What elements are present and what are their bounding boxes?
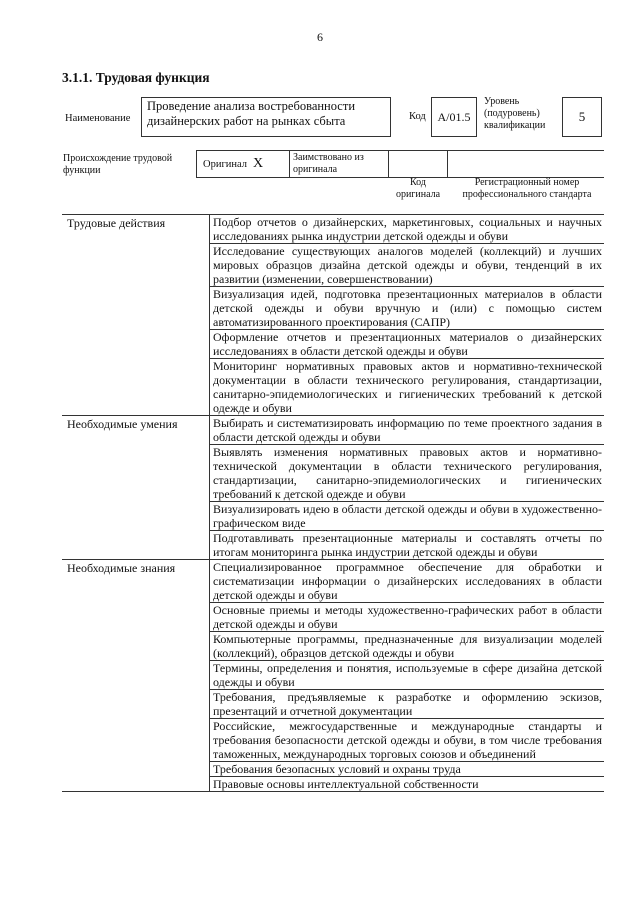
original-code-cell — [388, 150, 448, 178]
original-label: Оригинал — [203, 158, 247, 170]
table-row: Компьютерные программы, предназначенные для визуализации моделей (коллекций), образцов детской одежды и обуви — [210, 632, 604, 661]
section-skills — [62, 416, 604, 560]
original-cell — [196, 150, 290, 178]
level-label: Уровень (подуровень) квалификации — [484, 96, 546, 131]
borrowed-label: Заимствовано из оригинала — [290, 150, 388, 178]
code-original-caption: Код оригинала — [395, 177, 441, 200]
table-row: Мониторинг нормативных правовых актов и нормативно-технической документации в области технического регулирования, стандартизации, санитарно-эпидемиологических и гигиенических требований к детской одежде и обуви — [213, 359, 602, 415]
table-row: Подбор отчетов о дизайнерских, маркетинговых, социальных и научных исследованиях рынка индустрии детской одежды и обуви — [210, 215, 604, 244]
table-row: Выявлять изменения нормативных правовых актов и нормативно-технической документации в области технического регулирования, стандартизации, санитарно-эпидемиологических и гигиенических требований к детской одежде и обуви — [210, 445, 604, 502]
function-code: A/01.5 — [431, 97, 477, 137]
qualification-level: 5 — [562, 97, 602, 137]
page-number: 6 — [317, 30, 323, 44]
table-row: Оформление отчетов и презентационных материалов о дизайнерских исследованиях в области детской одежды и обуви — [210, 330, 604, 359]
section-knowledge — [62, 560, 604, 792]
table-row: Выбирать и систематизировать информацию по теме проектного задания в области детской одежды и обуви — [210, 416, 604, 445]
table-row: Требования безопасных условий и охраны труда — [210, 762, 604, 777]
table-row: Подготавливать презентационные материалы и составлять отчеты по итогам мониторинга рынка индустрии детской одежды и обуви — [213, 531, 602, 559]
requirements-table — [62, 214, 604, 792]
table-row: Российские, межгосударственные и международные стандарты и требования безопасности детской одежды и обуви, в том числе требования таможенных, международных торговых союзов и объединений — [210, 719, 604, 762]
name-label: Наименование — [65, 113, 131, 124]
origin-label: Происхождение трудовой функции — [63, 153, 173, 176]
table-row: Термины, определения и понятия, используемые в сфере дизайна детской одежды и обуви — [210, 661, 604, 690]
reg-number-cell — [448, 150, 604, 178]
reg-number-caption: Регистрационный номер профессионального стандарта — [462, 177, 592, 200]
table-row: Требования, предъявляемые к разработке и оформлению эскизов, презентаций и отчетной документации — [210, 690, 604, 719]
section-label: Трудовые действия — [67, 216, 166, 230]
section-label: Необходимые умения — [67, 417, 178, 431]
table-row: Визуализировать идею в области детской одежды и обуви в художественно-графическом виде — [210, 502, 604, 531]
table-row: Правовые основы интеллектуальной собственности — [213, 777, 479, 791]
original-mark: X — [253, 156, 264, 171]
function-name: Проведение анализа востребованности дизайнерских работ на рынках сбыта — [141, 97, 391, 137]
table-row: Визуализация идей, подготовка презентационных материалов в области детской одежды и обуви вручную и (или) с помощью систем автоматизированного проектирования (САПР) — [210, 287, 604, 330]
section-heading: 3.1.1. Трудовая функция — [62, 70, 210, 85]
section-labor-actions — [62, 215, 604, 416]
table-row: Исследование существующих аналогов моделей (коллекций) и лучших мировых образцов дизайна детской одежды и обуви, тенденций в их развитии (изменении, совершенствовании) — [210, 244, 604, 287]
code-label: Код — [409, 111, 426, 122]
table-row: Основные приемы и методы художественно-графических работ в области детской одежды и обуви — [210, 603, 604, 632]
section-label: Необходимые знания — [67, 561, 176, 575]
table-row: Специализированное программное обеспечение для обработки и систематизации информации о дизайнерских исследованиях в области детской одежды и обуви — [210, 560, 604, 603]
